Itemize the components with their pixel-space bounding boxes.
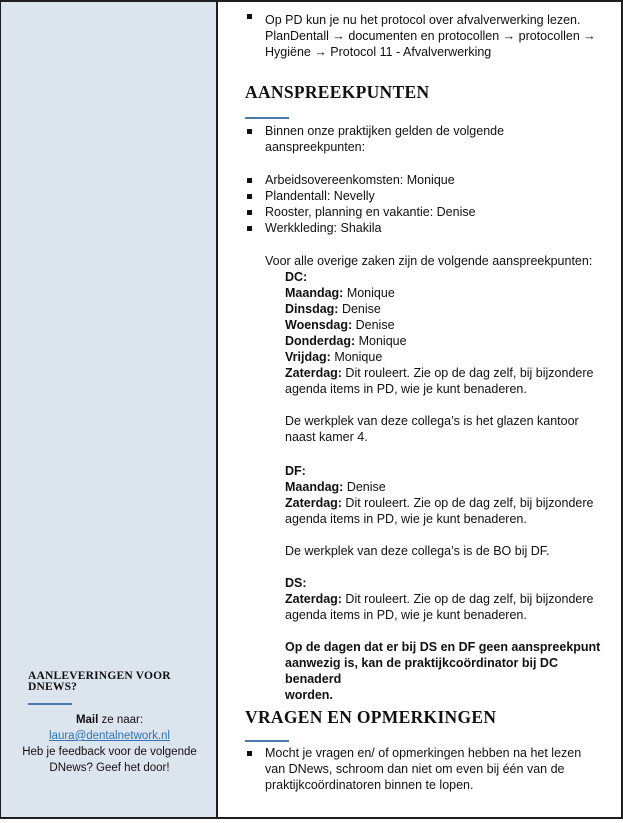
- day-row: [285, 301, 593, 317]
- note-text: [285, 639, 605, 703]
- day-label: Dinsdag:: [285, 302, 339, 316]
- sidebar-body: [22, 712, 197, 776]
- location-ds: [285, 575, 605, 703]
- text-line: aanwezig is, kan de praktijkcoördinator bij DC benaderd: [285, 656, 558, 686]
- contact-name: Denise: [338, 302, 381, 316]
- protocol-bullet-text: [265, 12, 596, 60]
- day-row: [285, 317, 593, 333]
- mail-suffix: ze naar:: [98, 714, 144, 726]
- contact-name: Monique: [355, 334, 407, 348]
- sidebar-title-underline: [28, 703, 72, 705]
- column-divider: [216, 0, 218, 819]
- text-line: Op PD kun je nu het protocol over afvalverwerking lezen.: [265, 13, 581, 27]
- day-row: [285, 591, 605, 607]
- day-label: Vrijdag:: [285, 350, 331, 364]
- overige-text: Voor alle overige zaken zijn de volgende aanspreekpunten:: [265, 254, 593, 268]
- day-row: [285, 365, 593, 381]
- text-line: Dit rouleert. Zie op de dag zelf, bij bijzondere: [341, 496, 594, 510]
- day-row: [285, 495, 593, 511]
- bullet-marker: [247, 226, 252, 231]
- day-row: [285, 349, 593, 365]
- heading-underline: [245, 740, 289, 742]
- werkplek-text: De werkplek van deze collega’s is de BO bij DF.: [285, 544, 550, 558]
- bullet-marker: [247, 751, 252, 756]
- mail-label: Mail: [75, 714, 99, 726]
- contact-name: Denise: [343, 480, 386, 494]
- sidebar-title: AANLEVERINGEN VOOR DNEWS?: [28, 670, 171, 693]
- contact-item: Werkkleding: Shakila: [265, 221, 382, 235]
- bullet-marker: [247, 129, 252, 134]
- text-line: praktijkcoördinatoren binnen te lopen.: [265, 778, 474, 792]
- text-line: agenda items in PD, wie je kunt benaderen.: [285, 382, 527, 396]
- text-line: Mocht je vragen en/ of opmerkingen hebben na het lezen: [265, 746, 582, 760]
- day-row: [285, 333, 593, 349]
- werkplek-text: De werkplek van deze collega’s is het glazen kantoor: [285, 414, 579, 428]
- text-line: agenda items in PD, wie je kunt benaderen.: [285, 512, 527, 526]
- location-dc: [285, 269, 593, 445]
- text-line: agenda items in PD, wie je kunt benaderen.: [285, 608, 527, 622]
- location-label: DC:: [285, 270, 308, 284]
- day-row: [285, 285, 593, 301]
- day-label: Zaterdag:: [285, 592, 342, 606]
- location-label: DS:: [285, 576, 307, 590]
- sidebar-panel: [1, 2, 216, 817]
- bullet-marker: [247, 210, 252, 215]
- bullet-marker: [247, 14, 252, 19]
- werkplek-text: naast kamer 4.: [285, 430, 368, 444]
- text-line: Hygiëne → Protocol 11 - Afvalverwerking: [265, 45, 492, 59]
- heading-underline: [245, 117, 289, 119]
- email-link[interactable]: laura@dentalnetwork.nl: [49, 730, 170, 742]
- text-line: PlanDentall → documenten en protocollen → protocollen →: [265, 29, 596, 43]
- location-df: [285, 463, 593, 559]
- text-line: Dit rouleert. Zie op de dag zelf, bij bijzondere: [341, 366, 594, 380]
- frame-border-bottom: [0, 817, 623, 819]
- text-line: worden.: [285, 688, 333, 702]
- frame-border-top: [0, 0, 623, 2]
- text-line: Op de dagen dat er bij DS en DF geen aanspreekpunt: [285, 640, 601, 654]
- contact-item: Rooster, planning en vakantie: Denise: [265, 205, 476, 219]
- vragen-bullet-text: [265, 745, 581, 793]
- day-label: Maandag:: [285, 286, 344, 300]
- text-line: Dit rouleert. Zie op de dag zelf, bij bijzondere: [341, 592, 594, 606]
- bullet-marker: [247, 178, 252, 183]
- text-line: van DNews, schroom dan niet om even bij één van de: [265, 762, 565, 776]
- frame-border-left: [0, 0, 1, 819]
- bullet-marker: [247, 194, 252, 199]
- location-label: DF:: [285, 464, 306, 478]
- section-heading-aanspreekpunten: AANSPREEKPUNTEN: [245, 82, 430, 102]
- contact-item: Arbeidsovereenkomsten: Monique: [265, 173, 455, 187]
- contact-name: Monique: [330, 350, 383, 364]
- day-label: Zaterdag:: [285, 496, 342, 510]
- intro-bullet-text: [265, 123, 504, 155]
- day-label: Zaterdag:: [285, 366, 342, 380]
- day-row: [285, 479, 593, 495]
- feedback-text: Heb je feedback voor de volgende DNews? Geef het door!: [22, 746, 197, 774]
- day-label: Donderdag:: [285, 334, 356, 348]
- mail-instruction: [22, 712, 197, 728]
- contact-name: Denise: [352, 318, 395, 332]
- text-line: aanspreekpunten:: [265, 140, 366, 154]
- section-heading-vragen: VRAGEN EN OPMERKINGEN: [245, 707, 497, 727]
- text-line: Binnen onze praktijken gelden de volgende: [265, 124, 505, 138]
- contact-name: Monique: [343, 286, 395, 300]
- day-label: Woensdag:: [285, 318, 353, 332]
- contact-item: Plandentall: Nevelly: [265, 189, 375, 203]
- day-label: Maandag:: [285, 480, 344, 494]
